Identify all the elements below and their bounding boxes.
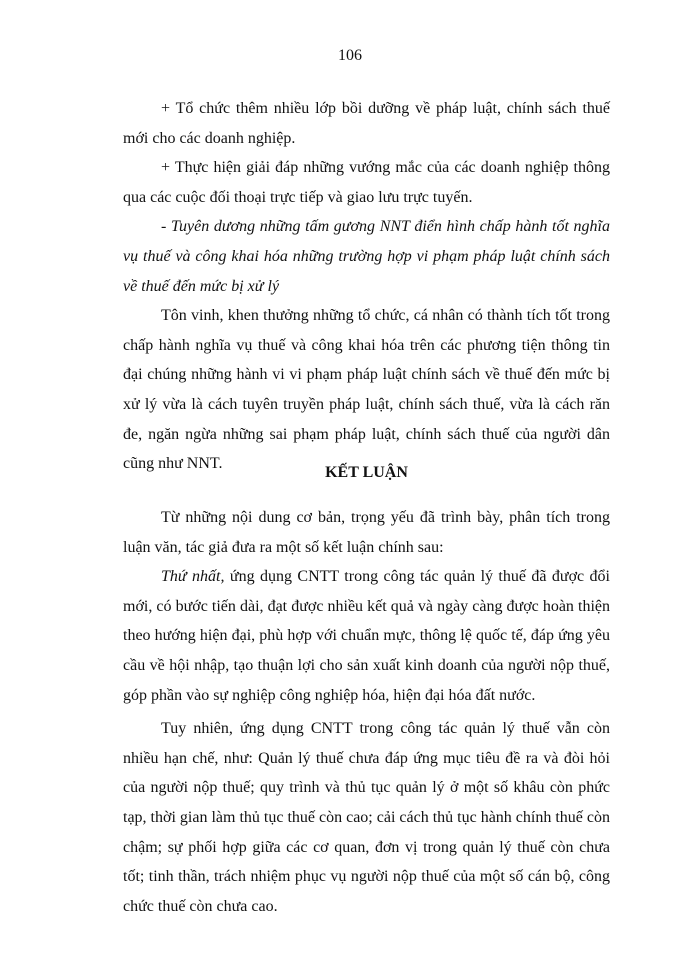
paragraph-honoring: Tôn vinh, khen thưởng những tổ chức, cá nhân có thành tích tốt trong chấp hành nghĩa vụ thuế và công khai hóa trên các phương tiện thông tin đại chúng những hành vi vi phạm pháp luật chính sách về thuế đến mức bị xử lý vừa là cách tuyên truyền pháp luật, chính sách thuế, vừa là cách răn đe, ngăn ngừa những sai phạm pháp luật, chính sách thuế của người dân cũng như NNT. bbox=[123, 307, 610, 473]
section-body-conclusion bbox=[123, 503, 610, 921]
section-body-top bbox=[123, 94, 610, 479]
paragraph-commendation-heading: - Tuyên dương những tấm gương NNT điển hình chấp hành tốt nghĩa vụ thuế và công khai hóa những trường hợp vi phạm pháp luật chính sách về thuế đến mức bị xử lý bbox=[123, 218, 610, 295]
paragraph-training-classes: + Tổ chức thêm nhiều lớp bồi dưỡng về pháp luật, chính sách thuế mới cho các doanh nghiệp. bbox=[123, 100, 610, 147]
paragraph-answering-questions: + Thực hiện giải đáp những vướng mắc của các doanh nghiệp thông qua các cuộc đối thoại trực tiếp và giao lưu trực tuyến. bbox=[123, 159, 610, 206]
paragraph-limitations: Tuy nhiên, ứng dụng CNTT trong công tác quản lý thuế vẫn còn nhiều hạn chế, như: Quản lý thuế chưa đáp ứng mục tiêu đề ra và đòi hỏi của người nộp thuế; quy trình và thủ tục quản lý ở một số khâu còn phức tạp, thời gian làm thủ tục thuế còn cao; cải cách thủ tục hành chính thuế còn chậm; sự phối hợp giữa các cơ quan, đơn vị trong quản lý thuế còn chưa tốt; tinh thần, trách nhiệm phục vụ người nộp thuế của một số cán bộ, công chức thuế còn chưa cao. bbox=[123, 720, 610, 915]
page-number: 106 bbox=[338, 47, 362, 64]
first-conclusion-lead: Thứ nhất, bbox=[161, 568, 225, 586]
first-conclusion-text: ứng dụng CNTT trong công tác quản lý thuế đã được đổi mới, có bước tiến dài, đạt được nhiều kết quả và ngày càng được hoàn thiện theo hướng hiện đại, phù hợp với chuẩn mực, thông lệ quốc tế, đáp ứng yêu cầu về hội nhập, tạo thuận lợi cho sản xuất kinh doanh của người nộp thuế, góp phần vào sự nghiệp công nghiệp hóa, hiện đại hóa đất nước. bbox=[123, 568, 610, 704]
conclusion-heading: KẾT LUẬN bbox=[325, 464, 408, 481]
paragraph-conclusion-intro: Từ những nội dung cơ bản, trọng yếu đã trình bày, phân tích trong luận văn, tác giả đưa ra một số kết luận chính sau: bbox=[123, 509, 610, 556]
paragraph-first-conclusion bbox=[123, 562, 610, 710]
